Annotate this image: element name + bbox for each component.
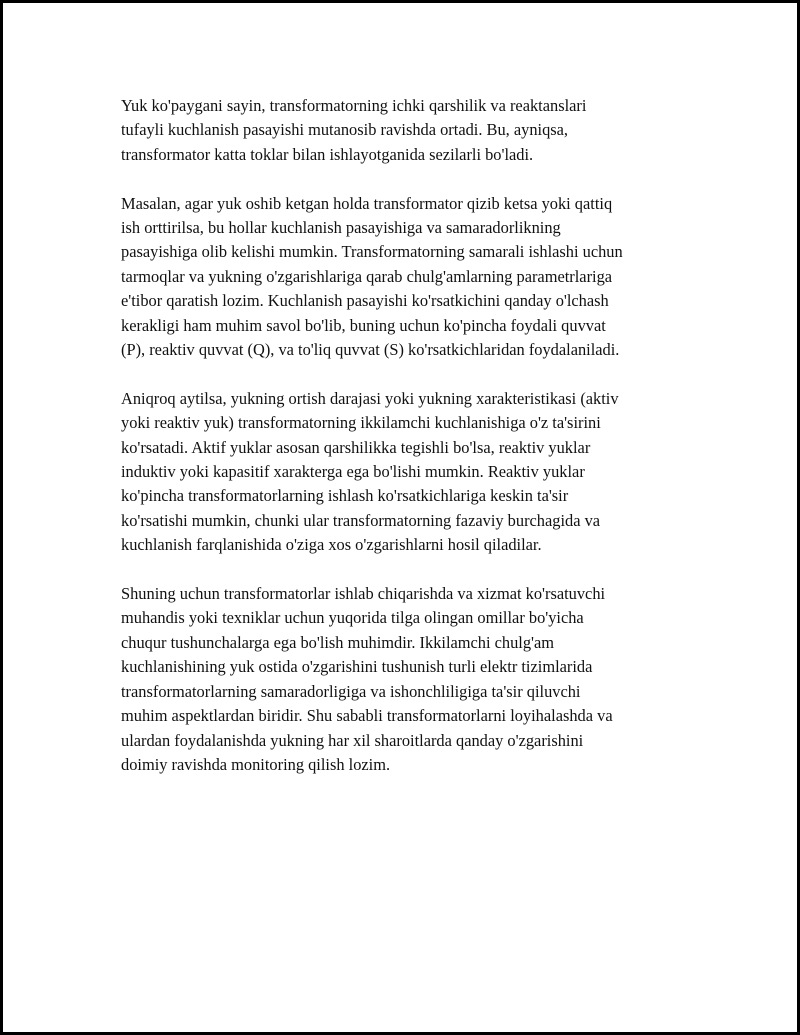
text-line: doimiy ravishda monitoring qilish lozim. — [121, 754, 391, 774]
text-line: transformator katta toklar bilan ishlayotganida sezilarli bo'ladi. — [121, 144, 534, 164]
text-line: ish orttirilsa, bu hollar kuchlanish pasayishiga va samaradorlikning — [121, 218, 561, 238]
text-line: Aniqroq aytilsa, yukning ortish darajasi yoki yukning xarakteristikasi (aktiv — [121, 388, 619, 408]
text-line: Masalan, agar yuk oshib ketgan holda transformator qizib ketsa yoki qattiq — [121, 193, 613, 213]
paragraph-4 — [121, 582, 701, 777]
text-line: yoki reaktiv yuk) transformatorning ikkilamchi kuchlanishiga o'z ta'sirini — [121, 413, 601, 433]
text-line: kuchlanish farqlanishida o'ziga xos o'zgarishlarni hosil qiladilar. — [121, 535, 542, 555]
text-line: e'tibor qaratish lozim. Kuchlanish pasayishi ko'rsatkichini qanday o'lchash — [121, 291, 609, 311]
text-line: muhandis yoki texniklar uchun yuqorida tilga olingan omillar bo'yicha — [121, 608, 584, 628]
text-line: kerakligi ham muhim savol bo'lib, buning uchun ko'pincha foydali quvvat — [121, 315, 606, 335]
text-line: tarmoqlar va yukning o'zgarishlariga qarab chulg'amlarning parametrlariga — [121, 266, 613, 286]
text-line: Shuning uchun transformatorlar ishlab chiqarishda va xizmat ko'rsatuvchi — [121, 584, 606, 604]
text-line: ulardan foydalanishda yukning har xil sharoitlarda qanday o'zgarishini — [121, 730, 584, 750]
paragraph-3 — [121, 387, 701, 558]
text-line: tufayli kuchlanish pasayishi mutanosib ravishda ortadi. Bu, ayniqsa, — [121, 120, 569, 140]
text-line: ko'rsatishi mumkin, chunki ular transformatorning fazaviy burchagida va — [121, 510, 601, 530]
text-line: chuqur tushunchalarga ega bo'lish muhimdir. Ikkilamchi chulg'am — [121, 632, 555, 652]
text-line: ko'pincha transformatorlarning ishlash ko'rsatkichlariga keskin ta'sir — [121, 486, 569, 506]
text-line: (P), reaktiv quvvat (Q), va to'liq quvvat (S) ko'rsatkichlaridan foydalaniladi. — [121, 340, 620, 360]
text-line: transformatorlarning samaradorligiga va ishonchliligiga ta'sir qiluvchi — [121, 681, 581, 701]
text-line: Yuk ko'paygani sayin, transformatorning ichki qarshilik va reaktanslari — [121, 96, 587, 115]
text-line: kuchlanishining yuk ostida o'zgarishini tushunish turli elektr tizimlarida — [121, 657, 593, 677]
text-line: induktiv yoki kapasitif xarakterga ega bo'lishi mumkin. Reaktiv yuklar — [121, 462, 585, 482]
document-body — [121, 94, 701, 802]
paragraph-2 — [121, 192, 701, 363]
text-line: ko'rsatadi. Aktif yuklar asosan qarshilikka tegishli bo'lsa, reaktiv yuklar — [121, 437, 591, 457]
text-line: pasayishiga olib kelishi mumkin. Transformatorning samarali ishlashi uchun — [121, 242, 623, 262]
paragraph-1 — [121, 94, 701, 167]
text-line: muhim aspektlardan biridir. Shu sababli transformatorlarni loyihalashda va — [121, 706, 613, 726]
